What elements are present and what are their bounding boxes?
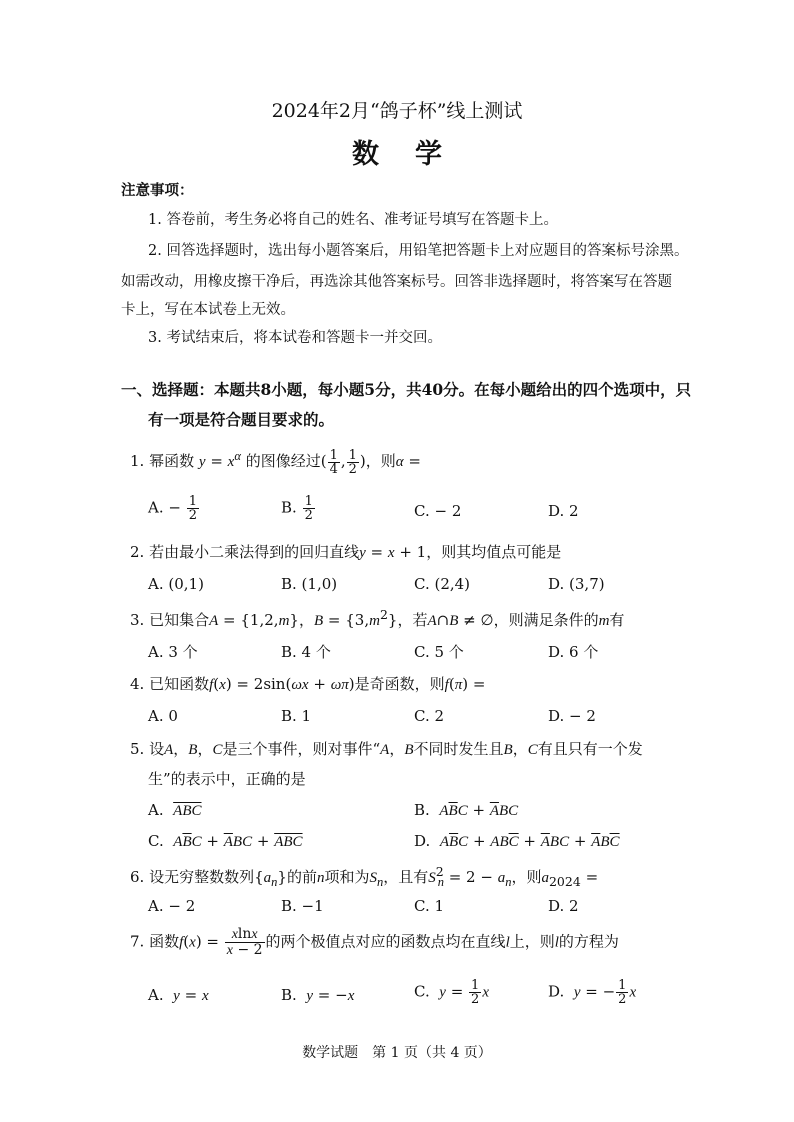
q6-option-a: A. − 2: [148, 897, 196, 915]
note-2-line3: 卡上，写在本试卷上无效。: [121, 302, 295, 318]
q1-option-b: B. $\frac{1}{2}$: [281, 494, 313, 523]
q7-option-b: B. y = −x: [281, 986, 355, 1004]
exam-title: 2024年2月“鸽子杯”线上测试: [271, 100, 523, 122]
q5-option-a: A. $\overline{ABC}$: [148, 801, 202, 819]
q1-option-d: D. 2: [548, 502, 579, 520]
note-1: 1. 答卷前，考生务必将自己的姓名、准考证号填写在答题卡上。: [148, 212, 558, 228]
q2-option-a: A. (0,1): [148, 575, 204, 593]
q3-option-b: B. 4 个: [281, 643, 331, 661]
q6-option-b: B. −1: [281, 897, 324, 915]
section-1-heading: 一、选择题：本题共8小题，每小题5分，共40分。在每小题给出的四个选项中，只: [121, 380, 692, 399]
q1-option-a: A. − $\frac{1}{2}$: [148, 494, 197, 523]
note-3: 3. 考试结束后，将本试卷和答题卡一并交回。: [148, 330, 442, 346]
q3-option-d: D. 6 个: [548, 643, 599, 661]
page-footer: 数学试题 第 1 页（共 4 页）: [302, 1045, 492, 1061]
q1-option-c: C. − 2: [414, 502, 462, 520]
q4-option-d: D. − 2: [548, 707, 596, 725]
subject-title: 数学: [352, 139, 478, 170]
q2-option-b: B. (1,0): [281, 575, 338, 593]
q7-option-c: C. y = $\frac{1}{2}$ x: [414, 978, 489, 1007]
q7-option-a: A. y = x: [148, 986, 209, 1004]
q4-option-a: A. 0: [148, 707, 178, 725]
note-2-line2: 如需改动，用橡皮擦干净后，再选涂其他答案标号。回答非选择题时，将答案写在答题: [121, 274, 672, 290]
question-5: 5. 设A，B，C是三个事件，则对事件“A，B不同时发生且B，C有且只有一个发: [130, 740, 643, 758]
q4-option-c: C. 2: [414, 707, 445, 725]
q6-option-d: D. 2: [548, 897, 579, 915]
q5-option-b: B. $A\overline{B}C + \overline{A}BC$: [414, 801, 519, 819]
q4-option-b: B. 1: [281, 707, 312, 725]
question-2: 2. 若由最小二乘法得到的回归直线y = x + 1，则其均值点可能是: [130, 543, 562, 561]
question-6: 6. 设无穷整数数列$\{a_n\}$的前n项和为$S_n$，且有$S^2_n = 2 - a_n$，则$a_{2024}$ =: [130, 864, 599, 889]
question-7: 7. 函数f(x) = $\frac{xlnx}{x - 2}$ 的两个极值点对应的函数点均在直线l上，则l的方程为: [130, 926, 619, 958]
section-1-heading-cont: 有一项是符合题目要求的。: [148, 410, 335, 429]
q6-option-c: C. 1: [414, 897, 445, 915]
q3-option-a: A. 3 个: [148, 643, 198, 661]
q7-option-d: D. y = − $\frac{1}{2}$ x: [548, 978, 637, 1007]
q3-option-c: C. 5 个: [414, 643, 464, 661]
note-2-line1: 2. 回答选择题时，选出每小题答案后，用铅笔把答题卡上对应题目的答案标号涂黑。: [148, 243, 689, 259]
notes-heading: 注意事项：: [121, 182, 194, 199]
q5-option-d: D. $A\overline{B}C + AB\overline{C} + \overline{A}BC + \overline{A}B\overline{C}$: [414, 832, 620, 850]
q2-option-d: D. (3,7): [548, 575, 605, 593]
question-5-cont: 生”的表示中，正确的是: [148, 770, 306, 788]
question-3: 3. 已知集合A = {1,2,m}，$B = \{3,m^2\}$，若A∩B ≠ ∅，则满足条件的m有: [130, 607, 625, 629]
question-4: 4. 已知函数f(x) = 2sin(ωx + ωπ)是奇函数，则f(π) =: [130, 675, 486, 693]
question-1: 1. 幂函数 $y = x^\alpha$ 的图像经过( $\frac{1}{4}$ , $\frac{1}{2}$ )，则α =: [130, 447, 421, 477]
q5-option-c: C. $A\overline{B}C + \overline{A}BC + \overline{ABC}$: [148, 832, 303, 850]
q2-option-c: C. (2,4): [414, 575, 471, 593]
